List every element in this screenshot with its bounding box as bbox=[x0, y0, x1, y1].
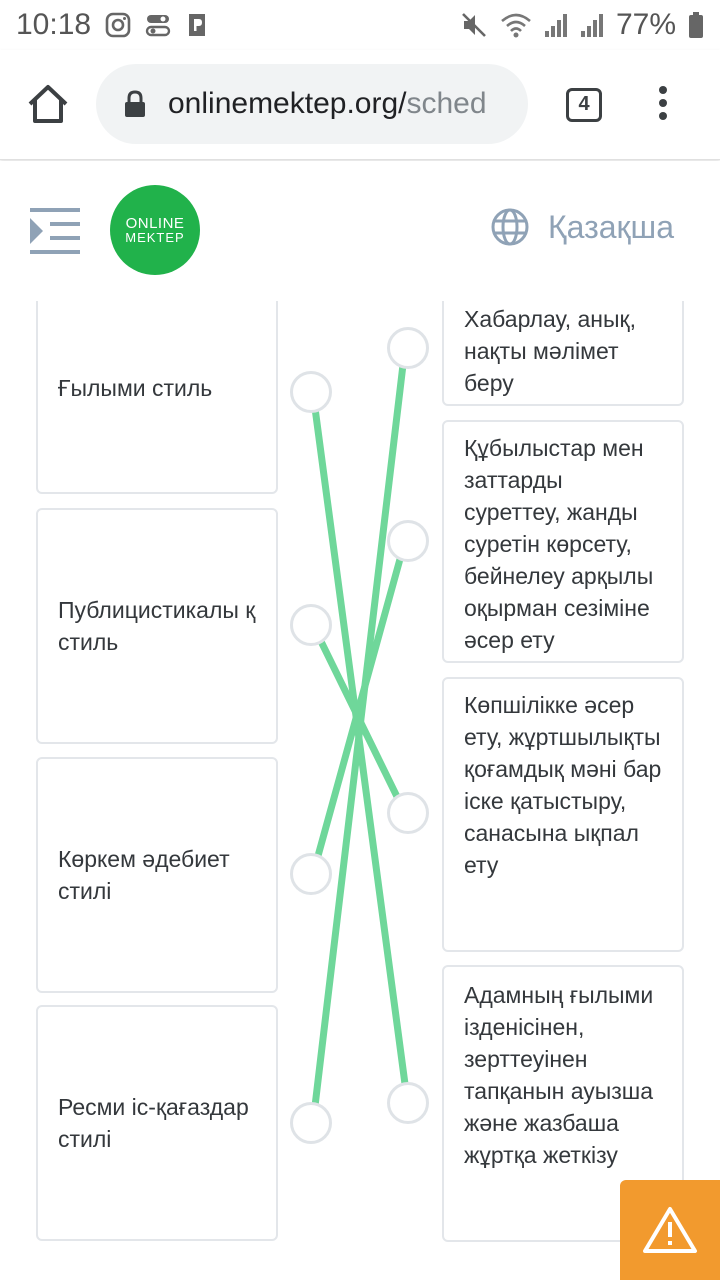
right-item-label: Көпшілікке әсер ету, жұртшылықты қоғамдық мәні бар іске қатыстыру, санасына ықпал ету bbox=[464, 692, 662, 878]
connection-line bbox=[313, 348, 405, 1123]
right-item-label: Адамның ғылыми ізденісінен, зерттеуінен тапқанын ауызша және жазбаша жұртқа жеткізу bbox=[464, 982, 654, 1168]
battery-icon bbox=[688, 11, 704, 39]
left-item-label: Ресми іс-қағаздар стилі bbox=[58, 1094, 249, 1152]
status-time: 10:18 bbox=[16, 8, 92, 41]
right-item-label: Құбылыстар мен заттарды суреттеу, жанды суретін көрсету, бейнелеу арқылы оқырман сезіміне әсер ету bbox=[464, 435, 654, 653]
right-item-label: Хабарлау, анық, нақты мәлімет беру bbox=[464, 306, 636, 396]
mute-icon bbox=[460, 11, 488, 39]
language-label: Қазақша bbox=[548, 208, 675, 245]
left-item-label: Көркем әдебиет стилі bbox=[58, 846, 230, 904]
url-dim: sched bbox=[406, 87, 487, 120]
right-item-card[interactable] bbox=[442, 301, 684, 406]
left-item-card[interactable] bbox=[36, 301, 278, 494]
url-text bbox=[168, 87, 487, 121]
address-bar[interactable] bbox=[96, 64, 528, 144]
right-connector-dot[interactable] bbox=[387, 520, 429, 562]
left-item-card[interactable] bbox=[36, 508, 278, 744]
left-item-label: Ғылыми стиль bbox=[58, 374, 213, 401]
home-icon[interactable] bbox=[24, 80, 72, 128]
status-bar bbox=[0, 0, 720, 50]
connection-line bbox=[313, 393, 405, 1084]
language-selector[interactable] bbox=[490, 207, 674, 247]
matching-exercise bbox=[0, 301, 720, 1280]
right-item-card[interactable] bbox=[442, 420, 684, 663]
browser-toolbar bbox=[0, 50, 720, 160]
left-connector-dot[interactable] bbox=[290, 1102, 332, 1144]
site-logo[interactable] bbox=[110, 185, 200, 275]
battery-percent: 77% bbox=[615, 8, 676, 41]
app-p-icon bbox=[185, 12, 209, 38]
sidebar-toggle-icon[interactable] bbox=[30, 206, 82, 256]
report-problem-button[interactable] bbox=[620, 1180, 720, 1280]
more-menu-icon[interactable] bbox=[655, 86, 671, 126]
right-connector-dot[interactable] bbox=[387, 792, 429, 834]
warning-icon bbox=[642, 1205, 698, 1255]
logo-line1: ONLINE bbox=[125, 215, 185, 232]
left-item-label: Публицистикалы қ стиль bbox=[58, 597, 256, 655]
signal-icon-1 bbox=[544, 11, 568, 39]
toggle-icon bbox=[145, 12, 171, 38]
right-connector-dot[interactable] bbox=[387, 327, 429, 369]
left-item-card[interactable] bbox=[36, 1005, 278, 1241]
left-connector-dot[interactable] bbox=[290, 604, 332, 646]
site-header bbox=[0, 161, 720, 301]
tab-switcher-button[interactable]: 4 bbox=[566, 88, 602, 122]
left-connector-dot[interactable] bbox=[290, 853, 332, 895]
connection-line bbox=[313, 625, 405, 813]
signal-icon-2 bbox=[580, 11, 604, 39]
globe-icon bbox=[490, 207, 530, 247]
right-connector-dot[interactable] bbox=[387, 1082, 429, 1124]
lock-icon bbox=[122, 89, 148, 119]
right-item-card[interactable] bbox=[442, 677, 684, 952]
logo-line2: MEKTEP bbox=[125, 230, 185, 245]
left-connector-dot[interactable] bbox=[290, 371, 332, 413]
url-main: onlinemektep.org/ bbox=[168, 87, 407, 120]
instagram-icon bbox=[105, 12, 131, 38]
wifi-icon bbox=[500, 11, 532, 39]
left-item-card[interactable] bbox=[36, 757, 278, 993]
